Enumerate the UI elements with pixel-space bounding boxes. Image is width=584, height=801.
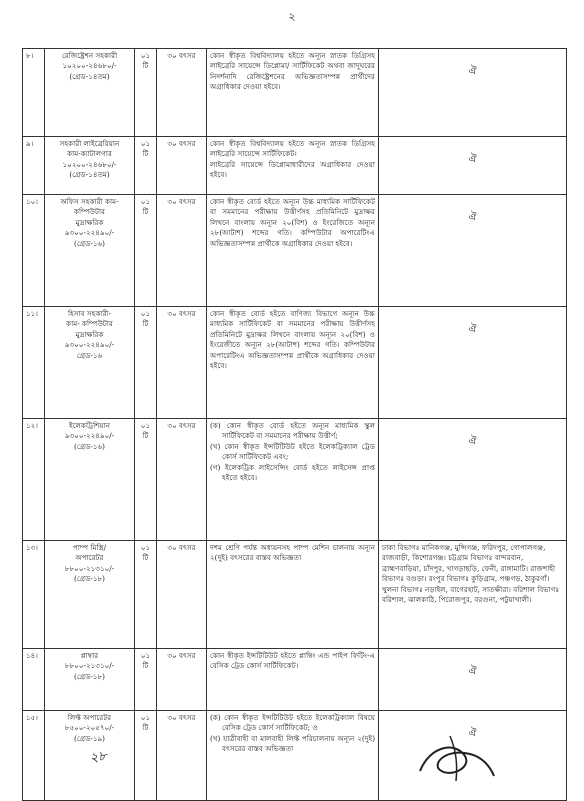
quota-text: ঐ (468, 666, 477, 677)
post-line: লিফ্ট অপারেটর (67, 713, 112, 722)
serial-number: ১০। (26, 197, 38, 206)
serial-number: ১৩। (26, 543, 38, 552)
quantity-cell (135, 419, 157, 541)
qualification-line: কোন স্বীকৃত বিশ্ববিদ্যালয় হইতে অন্যূন স্নাতক ডিগ্রিসহ লাইব্রেরি সায়েন্সে ডিপ্লোমা/ সার্টিফিকেট অথবা জাদুঘরের নিদর্শনাদি রেজিষ্ট্রেশনের অভিজ্ঞতাসম্পন্ন প্রার্থীদের অগ্রাধিকার দেওয়া হইবে। (210, 51, 375, 92)
quota-cell (379, 49, 567, 137)
serial-cell (23, 541, 45, 649)
serial-cell (23, 195, 45, 307)
quantity-cell (135, 195, 157, 307)
age-cell (157, 711, 207, 801)
serial-cell (23, 49, 45, 137)
post-line: ৯৩০০-২২৪৯০/- (64, 228, 115, 238)
quota-cell (379, 137, 567, 195)
post-line: প্লাম্বার (80, 651, 99, 660)
quota-text: ঐ (468, 154, 477, 165)
qualification-cell (207, 49, 379, 137)
qualification-line: কোন স্বীকৃত ইন্সটিটিউট হইতে প্লাম্বিং এন্ড পাইপ ফিটিং-এ বেসিক ট্রেড কোর্স সার্টিফিকেট। (210, 651, 375, 671)
quota-text: ঢাকা বিভাগঃ মানিকগঞ্জ, মুন্সিগঞ্জ, ফরিদপুর, গোপালগঞ্জ, রাজবাড়ী, কিশোরগঞ্জ। চট্টগ্রাম বিভাগঃ বান্দরবান, ব্রাহ্মণবাড়িয়া, চাঁদপুর, খাগড়াছড়ি, ফেনী, রাঙ্গামাটি। রাজশাহী বিভাগঃ বগুড়া। রংপুর বিভাগঃ কুড়িগ্রাম, পঞ্চগড়, ঠাকুরগাঁ। খুলনা বিভাগঃ নড়াইল, বাগেরহাট, সাতক্ষীরা। বরিশাল বিভাগঃ বরিশাল, ঝালকাঠি, পিরোজপুর, বরগুনা, পটুয়াখালী। (382, 543, 560, 605)
serial-cell (23, 649, 45, 711)
qualification-cell (207, 195, 379, 307)
age-cell (157, 419, 207, 541)
quota-text: ঐ (468, 212, 477, 223)
qualification-line: লাইব্রেরি সায়েন্সে ডিপ্লোমাধারীদের অগ্রাধিকার দেওয়া হইবে। (210, 159, 375, 180)
serial-cell (23, 711, 45, 801)
post-line: ইলেকট্রিশিয়ান (68, 421, 111, 430)
quantity-cell (135, 307, 157, 419)
age-limit: ৩০ বৎসর (167, 51, 196, 60)
quantity-cell (135, 649, 157, 711)
table-row (23, 419, 567, 541)
post-cell (45, 307, 135, 419)
age-cell (157, 541, 207, 649)
quota-cell (379, 195, 567, 307)
post-line: অফিস সহকারী কাম- (60, 197, 119, 206)
quota-text: ঐ (468, 324, 477, 335)
post-line: সহকারী লাইব্রেরিয়ান (59, 139, 120, 148)
post-line: ৮৮০০-২১৩১০/- (64, 563, 115, 573)
qualification-cell (207, 137, 379, 195)
post-quantity: ০১টি (140, 309, 151, 329)
qualification-line: (ক) কোন স্বীকৃত বোর্ড হইতে অন্যূন মাধ্যমিক স্কুল সার্টিফিকেট বা সমমানের পরীক্ষায় উত্তীর্ণ; (210, 421, 375, 441)
qualification-line: কোন স্বীকৃত বিশ্ববিদ্যালয় হইতে অন্যূন স্নাতক ডিগ্রিসহ লাইব্রেরি সায়েন্সে সার্টিফিকেট। (210, 139, 375, 159)
post-cell (45, 541, 135, 649)
serial-cell (23, 307, 45, 419)
age-limit: ৩০ বৎসর (167, 543, 196, 552)
post-line: (গ্রেড-১৪তম) (69, 71, 110, 81)
serial-number: ১২। (26, 421, 38, 430)
post-cell (45, 49, 135, 137)
signature-scribble (410, 726, 500, 786)
qualification-line: কোন স্বীকৃত বোর্ড হইতে অন্যূন উচ্চ মাধ্যমিক সার্টিফিকেট বা সমমানের পরীক্ষায় উত্তীর্ণসহ প্রতিমিনিটে মুদ্রাক্ষর লিখনে বাংলায় অন্যূন ২০(বিশ) ও ইংরেজিতে অন্যূন ২৮(আটাশ) শব্দের গতি। কম্পিউটার অপারেটিংএ অভিজ্ঞতাসম্পন্ন প্রার্থীকে অগ্রাধিকার দেওয়া হইবে। (210, 197, 375, 248)
serial-number: ১১। (26, 309, 38, 318)
qualification-line: (গ) ইলেকট্রিক লাইসেন্সিং বোর্ড হইতে লাইসেন্স প্রাপ্ত হইতে হইবে। (210, 462, 375, 483)
post-line: হিসাব সহকারী- (67, 309, 112, 318)
post-line: ১০২০০-২৪৬৮০/- (62, 159, 117, 169)
post-line: মুদ্রাক্ষরিক (75, 329, 104, 339)
quota-text: ঐ (468, 728, 477, 739)
qualification-line: দশম শ্রেণি পর্যন্ত অধ্যয়নসহ পাম্প মেশিন চালনায় অন্যূন ২(দুই) বৎসরের বাস্তব অভিজ্ঞতা (210, 543, 375, 563)
table-row (23, 137, 567, 195)
initials: ২৮ (88, 748, 108, 767)
post-line: (গ্রেড-১৯) (74, 733, 105, 743)
post-line: (গ্রেড-১৮) (74, 574, 105, 584)
post-line: ৮৮০০-২১৩১০/- (64, 661, 115, 671)
quantity-cell (135, 137, 157, 195)
age-limit: ৩০ বৎসর (167, 421, 196, 430)
table-row (23, 307, 567, 419)
post-quantity: ০১টি (140, 139, 151, 159)
table-row (23, 541, 567, 649)
post-cell (45, 419, 135, 541)
post-line: ৮৫০০-২০৫৭০/- (64, 723, 115, 733)
qualification-line: (খ) কোন স্বীকৃত ইন্সটিটিউট হইতে ইলেকট্রিক্যাল ট্রেড কোর্স সার্টিফিকেট এবং; (210, 441, 375, 462)
post-quantity: ০১টি (140, 421, 151, 441)
page-number: ২ (288, 10, 296, 23)
post-line: ৯৩০০-২২৪৯০/- (64, 340, 115, 350)
post-line: পাম্প মিস্ত্রি/ (72, 543, 107, 552)
qualification-cell (207, 711, 379, 801)
post-line: অপারেটর (75, 553, 104, 563)
post-line: রেজিষ্ট্রেশন সহকারী (61, 51, 118, 60)
qualification-line: কোন স্বীকৃত বোর্ড হইতে বাণিজ্য বিভাগে অন্যূন উচ্চ মাধ্যমিক সার্টিফিকেট বা সমমানের পরীক্ষায় উত্তীর্ণসহ প্রতিমিনিটে মুদ্রাক্ষর লিখনে বাংলায় অন্যূন ২০(বিশ) ও ইংরেজীতে অন্যূন ২৮(আটাশ) শব্দের গতি। কম্পিউটার অপারেটিংএ অভিজ্ঞতাসম্পন্ন প্রার্থীকে অগ্রাধিকার দেওয়া হইবে। (210, 309, 375, 371)
post-quantity: ০১টি (140, 197, 151, 217)
quota-cell (379, 541, 567, 649)
post-quantity: ০১টি (140, 651, 151, 671)
age-limit: ৩০ বৎসর (167, 713, 196, 722)
quantity-cell (135, 711, 157, 801)
qualification-cell (207, 307, 379, 419)
table-row (23, 49, 567, 137)
qualification-cell (207, 419, 379, 541)
post-line: (গ্রেড-১৬) (74, 238, 105, 248)
age-limit: ৩০ বৎসর (167, 197, 196, 206)
quota-cell (379, 419, 567, 541)
post-line: মুদ্রাক্ষরিক (75, 217, 104, 227)
post-line: (গ্রেড-১৬) (74, 441, 105, 451)
post-line: কম্পিউটার (74, 207, 105, 217)
post-line: (গ্রেড-১৪তম) (69, 170, 110, 180)
age-limit: ৩০ বৎসর (167, 309, 196, 318)
post-cell (45, 195, 135, 307)
quantity-cell (135, 49, 157, 137)
post-line: কাম-ক্যাটালগার (67, 149, 112, 159)
quota-text: ঐ (468, 436, 477, 447)
post-line: ৯৩০০-২২৪৯০/- (64, 431, 115, 441)
post-line: কাম- কম্পিউটার (66, 319, 113, 329)
quota-cell (379, 649, 567, 711)
post-cell (45, 137, 135, 195)
table-row (23, 195, 567, 307)
post-cell (45, 649, 135, 711)
age-cell (157, 649, 207, 711)
quota-cell (379, 307, 567, 419)
serial-number: ১৪। (26, 651, 38, 660)
post-quantity: ০১টি (140, 543, 151, 563)
qualification-line: (খ) যাত্রীবাহী বা মালবাহী লিফ্ট পরিচালনায় অন্যূন ২(দুই) বৎসরের বাস্তব অভিজ্ঞতা (210, 733, 375, 754)
post-line: ১০২০০-২৪৬৮০/- (62, 61, 117, 71)
serial-number: ১৫। (26, 713, 38, 722)
qualification-cell (207, 649, 379, 711)
serial-number: ৮। (26, 51, 34, 60)
post-quantity: ০১টি (140, 713, 151, 733)
age-cell (157, 307, 207, 419)
serial-number: ৯। (26, 139, 34, 148)
job-table (22, 48, 567, 801)
age-cell (157, 137, 207, 195)
post-quantity: ০১টি (140, 51, 151, 71)
qualification-line: (ক) কোন স্বীকৃত ইন্সটিটিউট হইতে ইলেকট্রিক্যাল বিষয়ে বেসিক ট্রেড কোর্স সার্টিফিকেট; ও (210, 713, 375, 733)
post-line: গ্রেড-১৬ (76, 350, 103, 360)
age-cell (157, 195, 207, 307)
quantity-cell (135, 541, 157, 649)
serial-cell (23, 419, 45, 541)
qualification-cell (207, 541, 379, 649)
post-line: (গ্রেড-১৮) (74, 671, 105, 681)
quota-text: ঐ (468, 66, 477, 77)
table-row (23, 649, 567, 711)
age-cell (157, 49, 207, 137)
serial-cell (23, 137, 45, 195)
age-limit: ৩০ বৎসর (167, 651, 196, 660)
age-limit: ৩০ বৎসর (167, 139, 196, 148)
